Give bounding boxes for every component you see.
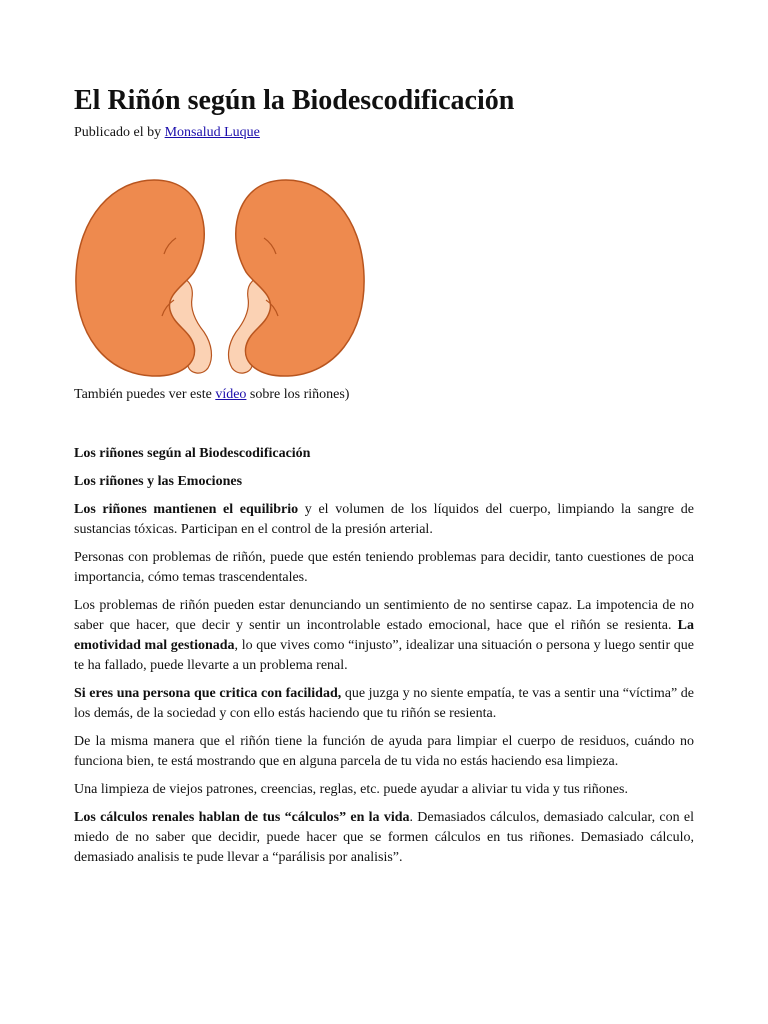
section-subheading: Los riñones y las Emociones (74, 474, 243, 489)
video-line: También puedes ver este vídeo sobre los riñones) (74, 387, 350, 402)
page-title: El Riñón según la Biodescodificación (74, 85, 515, 116)
paragraph: Una limpieza de viejos patrones, creencias, reglas, etc. puede ayudar a aliviar tu vida y tus riñones. (74, 782, 628, 797)
paragraph: Si eres una persona que critica con facilidad, que juzga y no siente empatía, te vas a sentir una “víctima” de los demás, de la sociedad y con ello estás haciendo que tu riñón se resienta. (74, 686, 695, 721)
video-link[interactable]: vídeo (215, 387, 247, 402)
byline (74, 124, 260, 142)
byline-prefix: Publicado el by (74, 125, 165, 140)
kidney-illustration (74, 176, 366, 378)
paragraph: Los riñones mantienen el equilibrio y el volumen de los líquidos del cuerpo, limpiando la sangre de sustancias tóxicas. Participan en el control de la presión arterial. (74, 502, 694, 537)
paragraph: Los cálculos renales hablan de tus “cálculos” en la vida. Demasiados cálculos, demasiado calcular, con el miedo de no saber que decidir, puede hacer que se formen cálculos en tus riñones. Demasiado cálculo, demasiado analisis te pude llevar a “parálisis por analisis”. (74, 810, 694, 865)
article-body (74, 444, 694, 876)
paragraph: De la misma manera que el riñón tiene la función de ayuda para limpiar el cuerpo de residuos, cuándo no funciona bien, te está mostrando que en alguna parcela de tu vida no estás haciendo esa limpieza. (74, 734, 694, 769)
left-kidney-shape (76, 180, 204, 376)
author-link[interactable]: Monsalud Luque (164, 125, 260, 140)
paragraph: Los problemas de riñón pueden estar denunciando un sentimiento de no sentirse capaz. La impotencia de no saber que hacer, que decir y sentir un incontrolable estado emocional, hace que el riñón se resienta. La emotividad mal gestionada, lo que vives como “injusto”, idealizar una situación o persona y luego sentir que te ha fallado, puede llevarte a un problema renal. (74, 598, 694, 673)
right-kidney-shape (236, 180, 364, 376)
section-heading: Los riñones según al Biodescodificación (74, 446, 311, 461)
paragraph: Personas con problemas de riñón, puede que estén teniendo problemas para decidir, tanto cuestiones de poca importancia, cómo temas trascendentales. (74, 550, 694, 585)
